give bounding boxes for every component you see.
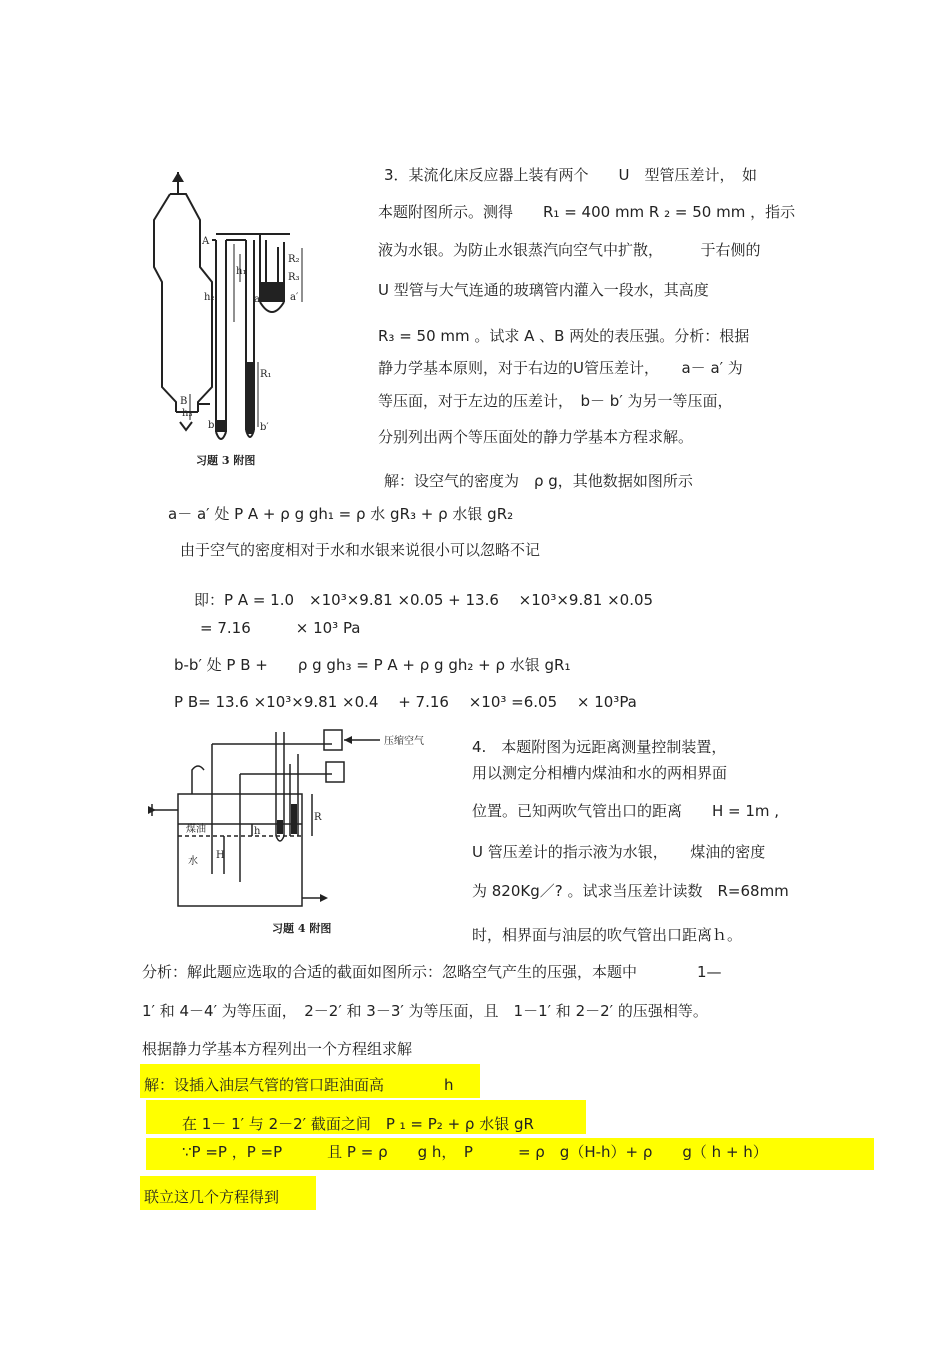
p3-line-3: 液为水银。为防止水银蒸汽向空气中扩散， 于右侧的 <box>378 241 761 259</box>
fig4-label-H: H <box>216 850 225 861</box>
fig4-label-R: R <box>314 812 322 823</box>
fig4-label-water: 水 <box>188 856 198 867</box>
p4-line-2: 用以测定分相槽内煤油和水的两相界面 <box>472 764 728 782</box>
fig4-label-kerosene: 煤油 <box>186 824 206 835</box>
p4-analysis-2: 1′ 和 4－4′ 为等压面， 2－2′ 和 3－3′ 为等压面，且 1－1′ 和 2－2′ 的压强相等。 <box>142 1002 708 1020</box>
fig4-label-h: h <box>254 826 261 837</box>
figure-4-caption: 习题 4 附图 <box>272 922 332 935</box>
fig3-label-A: A <box>202 236 210 247</box>
fig3-label-h2: h₂ <box>204 292 215 303</box>
fig4-label-compressed-air: 压缩空气 <box>384 736 424 747</box>
p3-solution-5: = 7.16 × 10³ Pa <box>200 619 361 637</box>
fig3-label-R2: R₂ <box>288 254 300 265</box>
fig3-label-R1: R₁ <box>260 369 272 380</box>
p3-solution-7: P B= 13.6 ×10³×9.81 ×0.4 + 7.16 ×10³ =6.05 × 10³Pa <box>174 693 637 711</box>
p4-highlight-line-3: ∵P =P ，P =P 且 P = ρ g h， P = ρ g（H-h）+ ρ g（ h + h） <box>182 1143 768 1161</box>
p3-line-7: 等压面，对于左边的压差计， b－ b′ 为另一等压面， <box>378 392 733 410</box>
p3-line-5: R₃ = 50 mm 。试求 A 、B 两处的表压强。分析：根据 <box>378 327 750 345</box>
p3-line-6: 静力学基本原则，对于右边的U管压差计， a－ a′ 为 <box>378 359 743 377</box>
figure-4-remote-measurement-diagram <box>148 724 438 919</box>
p4-highlight-line-4: 联立这几个方程得到 <box>144 1188 280 1206</box>
fig3-label-a-prime: a′ <box>290 292 299 303</box>
p3-line-8: 分别列出两个等压面处的静力学基本方程求解。 <box>378 428 694 446</box>
p3-line-1: 3．某流化床反应器上装有两个 U 型管压差计， 如 <box>384 166 758 184</box>
p3-solution-4: 即：P A = 1.0 ×10³×9.81 ×0.05 + 13.6 ×10³×9.81 ×0.05 <box>194 591 654 609</box>
fig3-label-b: b <box>208 420 215 431</box>
p4-analysis-1: 分析：解此题应选取的合适的截面如图所示：忽略空气产生的压强，本题中 1— <box>142 963 722 981</box>
fig3-label-b-prime: b′ <box>260 422 269 433</box>
p3-line-2: 本题附图所示。测得 R₁ = 400 mm R ₂ = 50 mm ，指示 <box>378 203 796 221</box>
figure-3-u-tube-diagram <box>150 172 320 457</box>
p3-solution-3: 由于空气的密度相对于水和水银来说很小可以忽略不记 <box>180 541 541 559</box>
p4-analysis-3: 根据静力学基本方程列出一个方程组求解 <box>142 1040 413 1058</box>
fig3-label-R3: R₃ <box>288 272 300 283</box>
p4-line-6: 时，相界面与油层的吹气管出口距离ｈ。 <box>472 926 743 944</box>
p4-line-4: U 管压差计的指示液为水银， 煤油的密度 <box>472 843 766 861</box>
p4-line-5: 为 820Kg／? 。试求当压差计读数 R=68mm <box>472 882 789 900</box>
p4-highlight-line-1: 解：设插入油层气管的管口距油面高 h <box>144 1076 454 1094</box>
p3-solution-2: a－ a′ 处 P A + ρ g gh₁ = ρ 水 gR₃ + ρ 水银 gR₂ <box>168 505 514 523</box>
p3-solution-6: b-b′ 处 P B + ρ g gh₃ = P A + ρ g gh₂ + ρ 水银 gR₁ <box>174 656 571 674</box>
p4-line-3: 位置。已知两吹气管出口的距离 H = 1m , <box>472 802 780 820</box>
figure-3-caption: 习题 3 附图 <box>196 454 256 467</box>
fig3-label-h3: h₃ <box>182 408 193 419</box>
p4-line-1: 4. 本题附图为远距离测量控制装置， <box>472 738 727 756</box>
p3-line-4: U 型管与大气连通的玻璃管内灌入一段水，其高度 <box>378 281 709 299</box>
p3-solution-1: 解：设空气的密度为 ρ g，其他数据如图所示 <box>384 472 693 490</box>
fig3-label-h1: h₁ <box>236 266 247 277</box>
fig3-label-B: B <box>180 396 188 407</box>
fig3-label-a: a <box>254 294 260 305</box>
p4-highlight-line-2: 在 1－ 1′ 与 2－2′ 截面之间 P ₁ = P₂ + ρ 水银 gR <box>182 1115 534 1133</box>
